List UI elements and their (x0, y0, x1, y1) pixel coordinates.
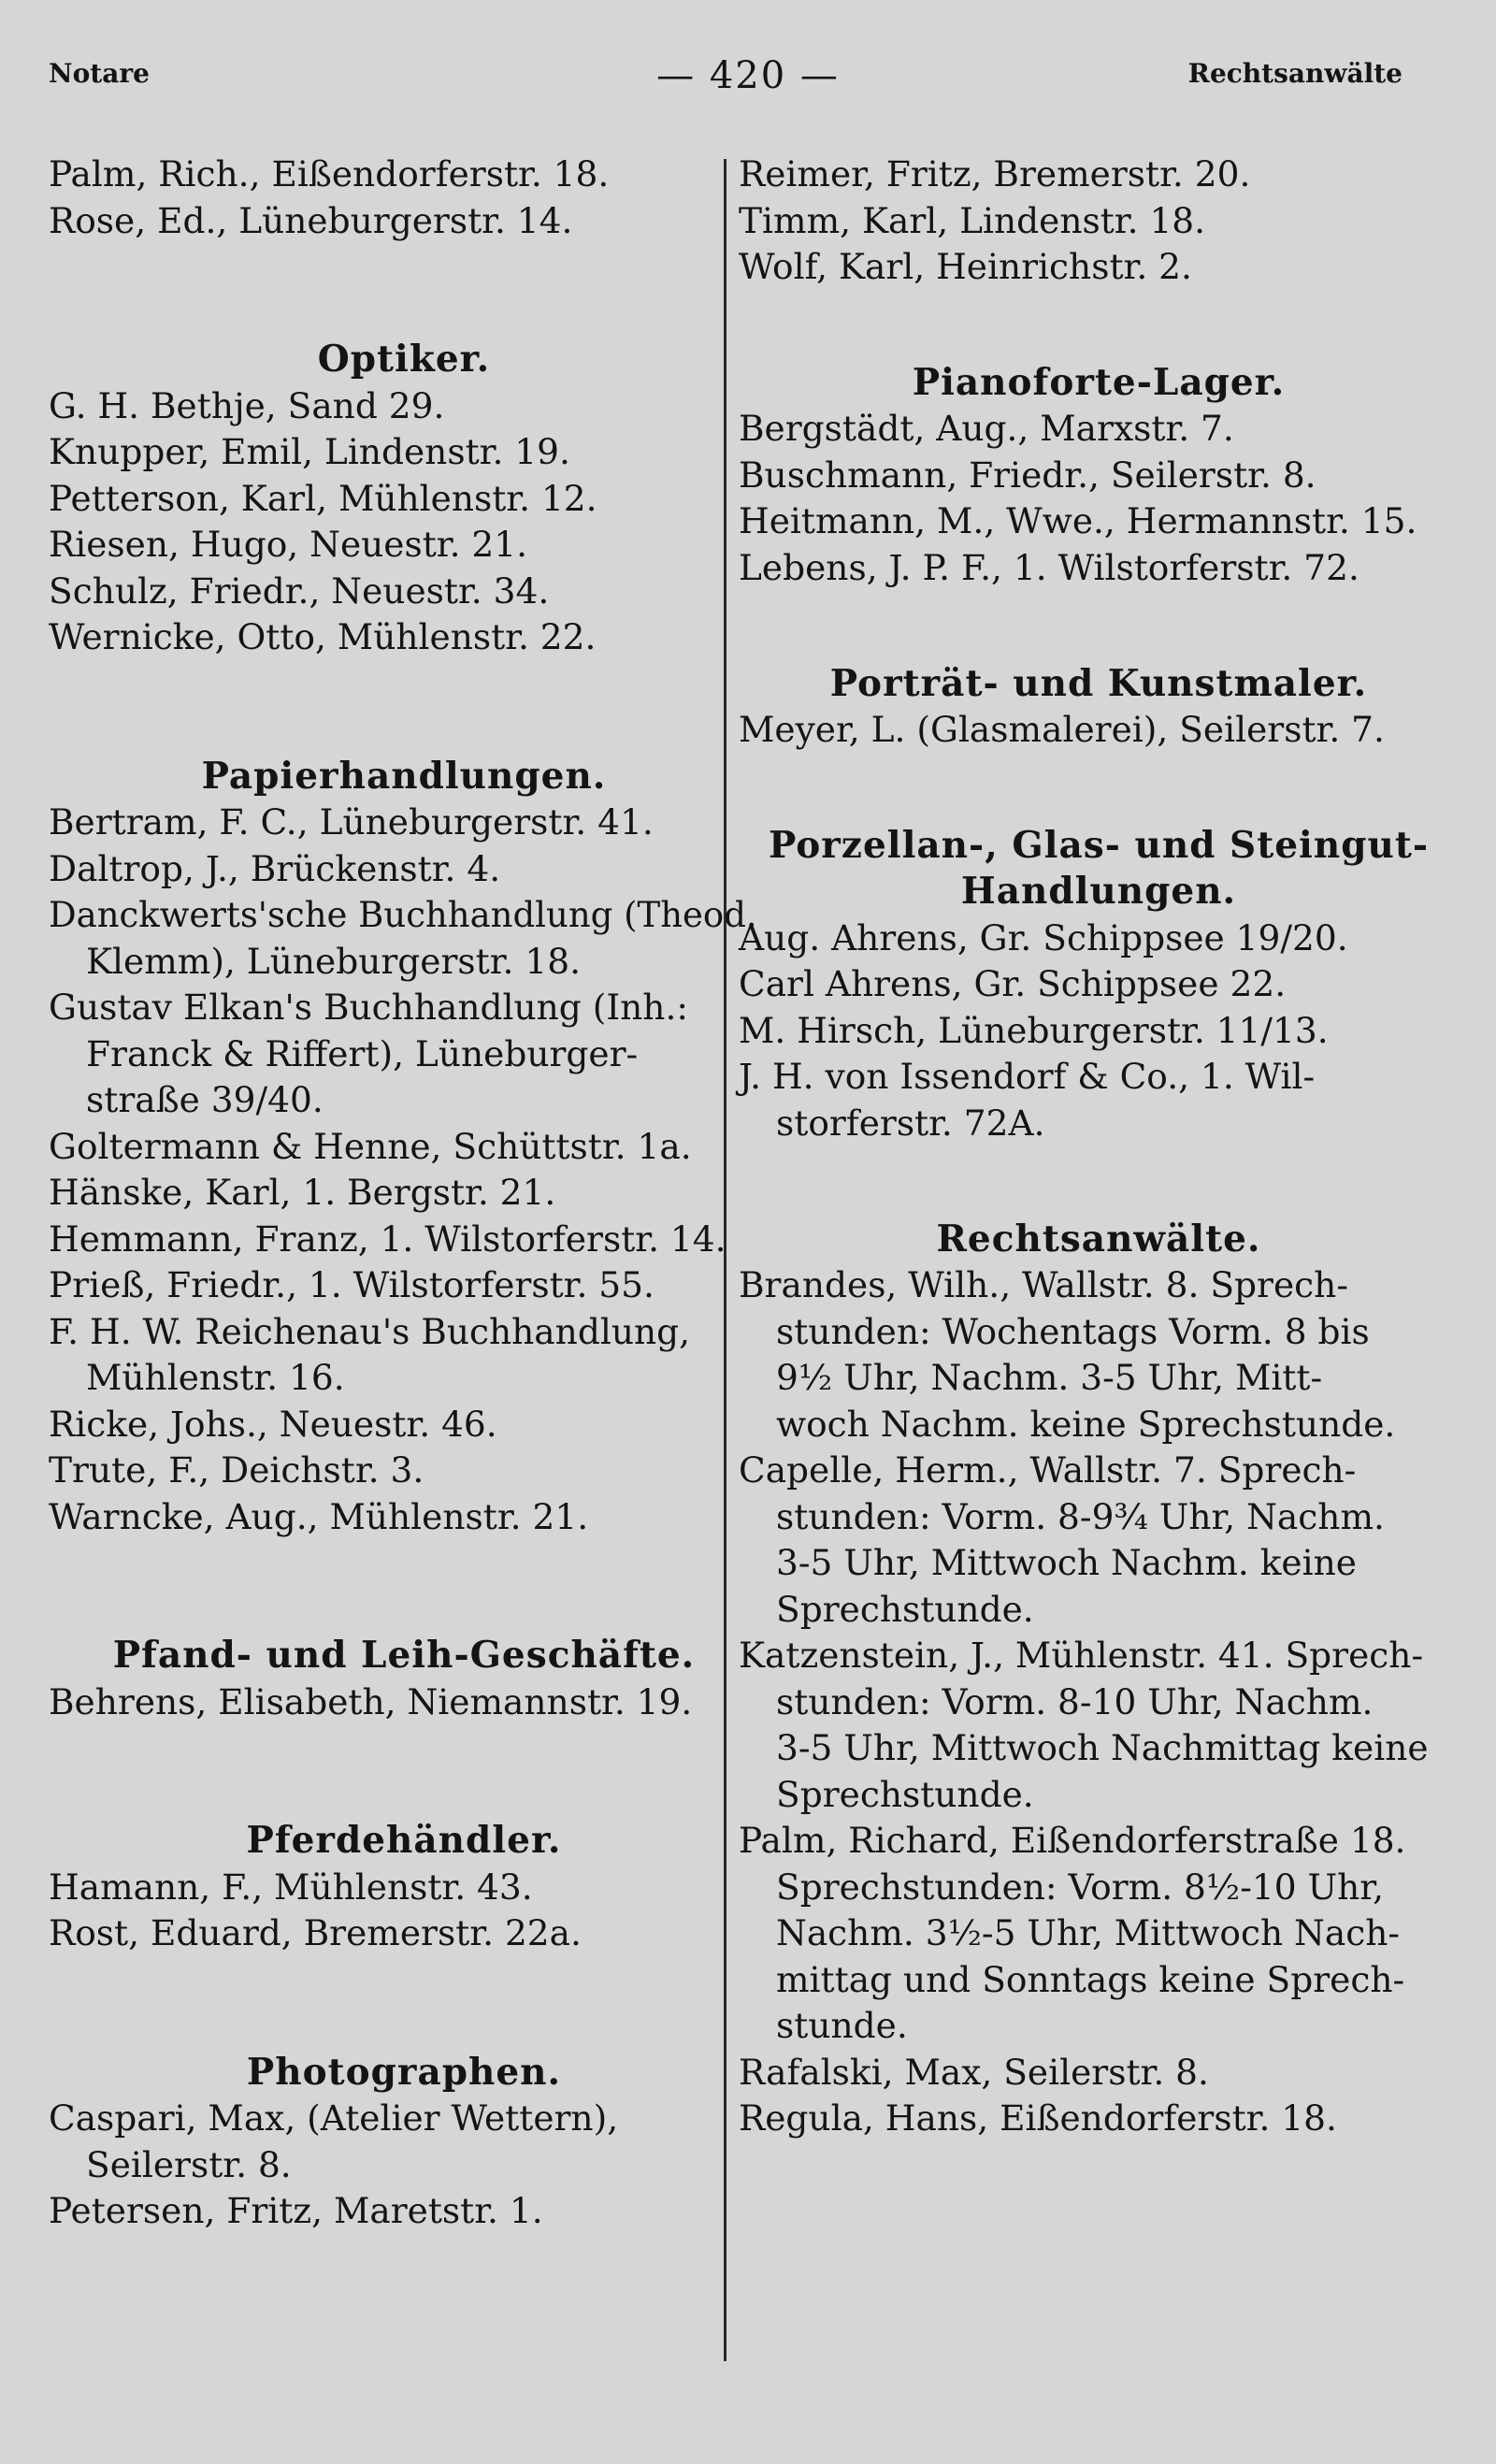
directory-entry: Reimer, Fritz, Bremerstr. 20. (739, 153, 1251, 195)
directory-entry: Wolf, Karl, Heinrichstr. 2. (739, 246, 1192, 287)
directory-entry: Schulz, Friedr., Neuestr. 34. (49, 569, 550, 612)
right-column (739, 151, 1459, 2142)
directory-entry: Timm, Karl, Lindenstr. 18. (739, 199, 1206, 241)
directory-entry: Bertram, F. C., Lüneburgerstr. 41. (49, 801, 654, 843)
directory-entry: Warncke, Aug., Mühlenstr. 21. (49, 1495, 589, 1537)
directory-entry: Danckwerts'sche Buchhandlung (Theod. (49, 895, 757, 935)
directory-entry: Rafalski, Max, Seilerstr. 8. (739, 2051, 1209, 2093)
directory-entry: Brandes, Wilh., Wallstr. 8. Sprech- (739, 1264, 1348, 1305)
section-spacer (739, 591, 1459, 660)
section-heading: Rechtsanwälte. (936, 1217, 1261, 1261)
entry-continuation: woch Nachm. keine Sprechstunde. (776, 1403, 1396, 1445)
directory-entry: F. H. W. Reichenau's Buchhandlung, (49, 1310, 691, 1352)
section-spacer (739, 754, 1459, 823)
directory-entry: Ricke, Johs., Neuestr. 46. (49, 1403, 497, 1445)
directory-entry: Regula, Hans, Eißendorferstr. 18. (739, 2097, 1337, 2139)
directory-entry: Buschmann, Friedr., Seilerstr. 8. (739, 454, 1316, 496)
directory-entry: Petterson, Karl, Mühlenstr. 12. (49, 477, 597, 519)
entry-continuation: 9½ Uhr, Nachm. 3-5 Uhr, Mitt- (776, 1357, 1323, 1398)
directory-entry: Caspari, Max, (Atelier Wettern), (49, 2097, 619, 2139)
directory-entry: Capelle, Herm., Wallstr. 7. Sprech- (739, 1449, 1357, 1491)
entry-continuation: mittag und Sonntags keine Sprech- (776, 1958, 1405, 2000)
directory-entry: Goltermann & Henne, Schüttstr. 1a. (49, 1125, 692, 1167)
directory-entry: Lebens, J. P. F., 1. Wilstorferstr. 72. (739, 546, 1359, 588)
section-heading: Porträt- und Kunstmaler. (829, 661, 1368, 705)
directory-entry: Palm, Richard, Eißendorferstraße 18. (739, 1820, 1406, 1861)
running-head-right: Rechtsanwälte (1187, 58, 1402, 89)
directory-entry: J. H. von Issendorf & Co., 1. Wil- (739, 1056, 1316, 1098)
entry-continuation: 3-5 Uhr, Mittwoch Nachmittag keine (776, 1727, 1429, 1768)
entry-continuation: storferstr. 72A. (776, 1102, 1045, 1144)
entry-continuation: Klemm), Lüneburgerstr. 18. (86, 940, 581, 982)
section-heading: Optiker. (317, 338, 491, 381)
entry-continuation: stunden: Vorm. 8-9¾ Uhr, Nachm. (776, 1495, 1385, 1537)
directory-entry: Wernicke, Otto, Mühlenstr. 22. (49, 616, 597, 657)
directory-entry: Knupper, Emil, Lindenstr. 19. (49, 431, 570, 472)
section-spacer (49, 244, 759, 337)
section-heading: Photographen. (246, 2050, 562, 2094)
directory-entry: Gustav Elkan's Buchhandlung (Inh.: (49, 987, 689, 1028)
entry-continuation: Sprechstunden: Vorm. 8½-10 Uhr, (776, 1866, 1385, 1908)
directory-entry: Prieß, Friedr., 1. Wilstorferstr. 55. (49, 1264, 654, 1305)
section-heading: Papierhandlungen. (201, 754, 607, 798)
left-column (49, 151, 759, 2235)
page-number: — 420 — (656, 54, 840, 97)
directory-entry: Carl Ahrens, Gr. Schippsee 22. (739, 963, 1287, 1005)
entry-continuation: stunden: Wochentags Vorm. 8 bis (776, 1310, 1370, 1352)
entry-continuation: 3-5 Uhr, Mittwoch Nachm. keine (776, 1542, 1357, 1583)
entry-continuation: Nachm. 3½-5 Uhr, Mittwoch Nach- (776, 1912, 1401, 1953)
directory-entry: Aug. Ahrens, Gr. Schippsee 19/20. (739, 916, 1348, 958)
running-head-left: Notare (49, 58, 150, 89)
entry-continuation: Sprechstunde. (776, 1773, 1034, 1815)
directory-entry: Riesen, Hugo, Neuestr. 21. (49, 524, 528, 565)
section-heading: Porzellan-, Glas- und Steingut- (768, 823, 1430, 867)
section-spacer (49, 1540, 759, 1633)
section-heading: Pfand- und Leih-Geschäfte. (112, 1634, 696, 1677)
section-spacer (49, 1957, 759, 2050)
section-spacer (49, 661, 759, 754)
entry-continuation: straße 39/40. (86, 1079, 324, 1120)
directory-entry: Heitmann, M., Wwe., Hermannstr. 15. (739, 500, 1417, 542)
section-spacer (739, 291, 1459, 360)
entry-continuation: Sprechstunde. (776, 1588, 1034, 1630)
directory-entry: Palm, Rich., Eißendorferstr. 18. (49, 153, 610, 195)
directory-entry: Rost, Eduard, Bremerstr. 22a. (49, 1912, 582, 1953)
section-spacer (739, 1146, 1459, 1216)
section-heading: Pferdehändler. (246, 1819, 562, 1862)
section-heading: Handlungen. (960, 870, 1237, 914)
directory-entry: Meyer, L. (Glasmalerei), Seilerstr. 7. (739, 709, 1385, 750)
section-spacer (49, 1725, 759, 1818)
directory-entry: Katzenstein, J., Mühlenstr. 41. Sprech- (739, 1635, 1424, 1676)
entry-continuation: stunde. (776, 2005, 908, 2046)
directory-entry: Hänske, Karl, 1. Bergstr. 21. (49, 1172, 556, 1213)
directory-entry: Rose, Ed., Lüneburgerstr. 14. (49, 199, 573, 241)
directory-entry: Daltrop, J., Brückenstr. 4. (49, 847, 501, 889)
directory-entry: Trute, F., Deichstr. 3. (49, 1449, 424, 1491)
entry-continuation: Franck & Riffert), Lüneburger- (86, 1032, 639, 1074)
directory-entry: Hamann, F., Mühlenstr. 43. (49, 1866, 533, 1908)
directory-entry: Petersen, Fritz, Maretstr. 1. (49, 2190, 543, 2231)
directory-entry: Hemmann, Franz, 1. Wilstorferstr. 14. (49, 1218, 726, 1260)
entry-continuation: stunden: Vorm. 8-10 Uhr, Nachm. (776, 1680, 1374, 1722)
entry-continuation: Seilerstr. 8. (86, 2143, 292, 2185)
section-heading: Pianoforte-Lager. (912, 360, 1286, 404)
entry-continuation: Mühlenstr. 16. (86, 1357, 345, 1398)
directory-entry: Behrens, Elisabeth, Niemannstr. 19. (49, 1680, 693, 1722)
directory-entry: G. H. Bethje, Sand 29. (49, 384, 445, 426)
directory-entry: M. Hirsch, Lüneburgerstr. 11/13. (739, 1009, 1329, 1051)
directory-entry: Bergstädt, Aug., Marxstr. 7. (739, 408, 1234, 450)
